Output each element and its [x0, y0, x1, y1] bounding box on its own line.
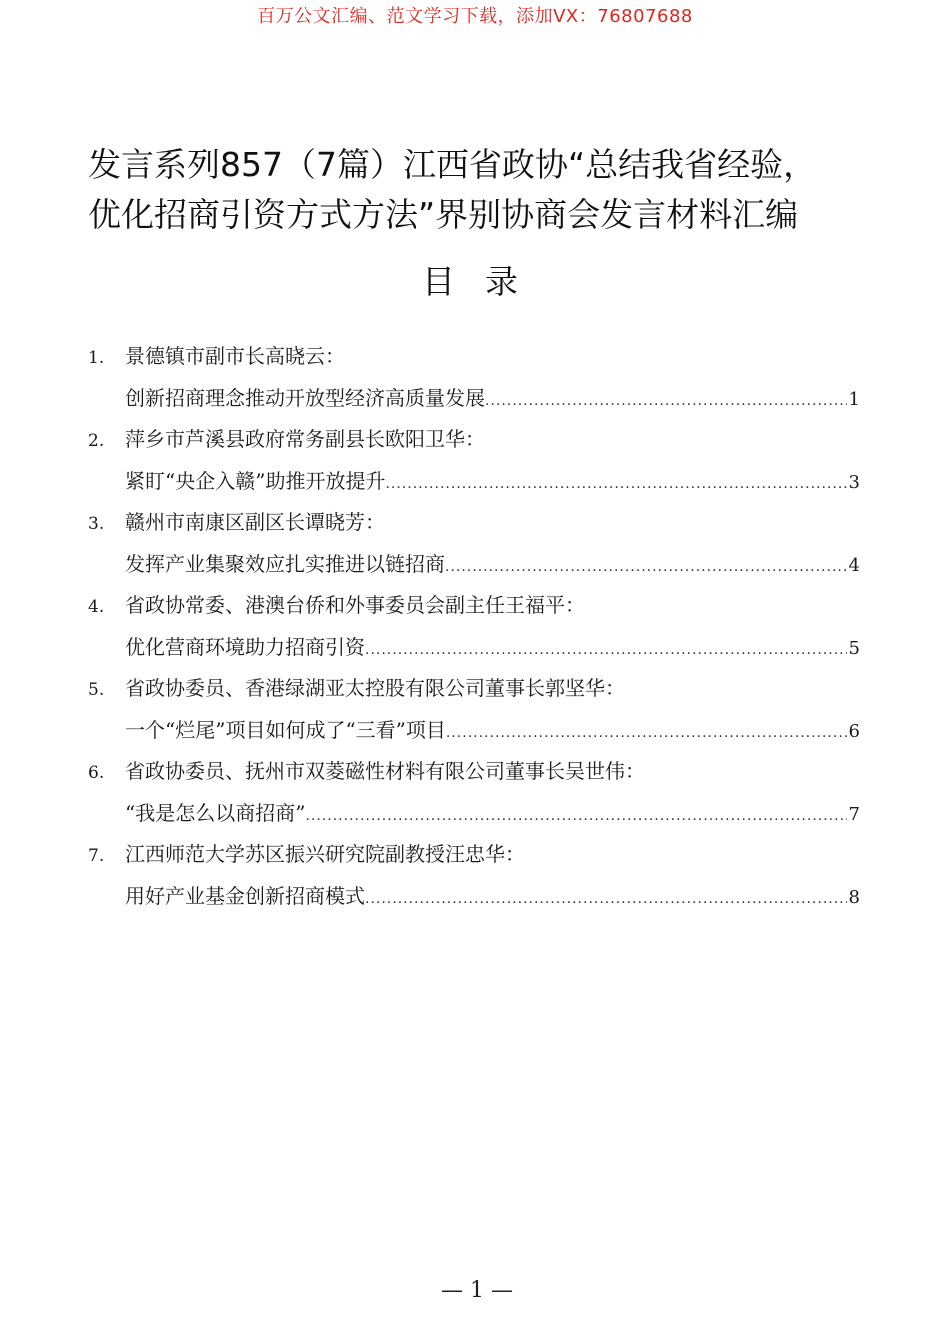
toc-number: 4. — [88, 597, 105, 617]
toc-entry-title: 用好产业基金创新招商模式 — [125, 884, 365, 908]
toc-author-line — [88, 751, 860, 792]
toc-page-number: 6 — [848, 721, 860, 742]
toc-page-number: 7 — [848, 804, 860, 825]
toc-entry-line — [88, 792, 860, 834]
toc-author-line — [88, 585, 860, 626]
toc-entry-title: “我是怎么以商招商” — [125, 801, 306, 825]
dot-leader — [365, 878, 847, 920]
toc-page-number: 1 — [848, 389, 860, 410]
toc-entry-title: 创新招商理念推动开放型经济高质量发展 — [125, 386, 485, 410]
toc-author: 赣州市南康区副区长谭晓芳： — [125, 510, 385, 534]
toc-author: 萍乡市芦溪县政府常务副县长欧阳卫华： — [125, 427, 485, 451]
toc-entry-title: 一个“烂尾”项目如何成了“三看”项目 — [125, 718, 446, 742]
toc-entry-line — [88, 377, 860, 419]
toc-author: 江西师范大学苏区振兴研究院副教授汪忠华： — [125, 842, 525, 866]
toc-number: 6. — [88, 763, 105, 783]
toc-entry-line — [88, 875, 860, 917]
toc-page-number: 5 — [848, 638, 860, 659]
toc-entry-title: 紧盯“央企入赣”助推开放提升 — [125, 469, 386, 493]
dot-leader — [385, 463, 846, 505]
toc-page-number: 8 — [848, 887, 860, 908]
dot-leader — [365, 629, 847, 671]
title-line-1: 发言系列857（7篇）江西省政协“总结我省经验， — [88, 145, 817, 184]
toc-number: 7. — [88, 846, 105, 866]
toc-number: 1. — [88, 348, 105, 368]
document-title — [88, 140, 888, 240]
dot-leader — [305, 795, 846, 837]
toc-author: 景德镇市副市长高晓云： — [125, 344, 345, 368]
toc-item[interactable] — [88, 751, 860, 834]
toc-author-line — [88, 336, 860, 377]
toc-item[interactable] — [88, 419, 860, 502]
toc-number: 5. — [88, 680, 105, 700]
toc-entry-line — [88, 626, 860, 668]
toc-author-line — [88, 419, 860, 460]
toc-entry-line — [88, 543, 860, 585]
dot-leader — [445, 546, 847, 588]
toc-item[interactable] — [88, 336, 860, 419]
toc-entry-line — [88, 709, 860, 751]
toc-item[interactable] — [88, 502, 860, 585]
page-number-footer: — 1 — — [441, 1278, 513, 1303]
toc-author-line — [88, 502, 860, 543]
toc-number: 2. — [88, 431, 105, 451]
toc-page-number: 4 — [848, 555, 860, 576]
toc-author-line — [88, 668, 860, 709]
toc-entry-title: 发挥产业集聚效应扎实推进以链招商 — [125, 552, 445, 576]
dot-leader — [485, 380, 847, 422]
toc-author-line — [88, 834, 860, 875]
toc-author: 省政协委员、香港绿湖亚太控股有限公司董事长郭坚华： — [125, 676, 625, 700]
toc-entry-title: 优化营商环境助力招商引资 — [125, 635, 365, 659]
toc-heading: 目录 — [422, 262, 548, 301]
toc-author: 省政协常委、港澳台侨和外事委员会副主任王福平： — [125, 593, 585, 617]
title-line-2: 优化招商引资方式方法”界别协商会发言材料汇编 — [88, 195, 799, 234]
watermark-text: 百万公文汇编、范文学习下载，添加VX：76807688 — [257, 6, 693, 27]
toc-item[interactable] — [88, 585, 860, 668]
toc-item[interactable] — [88, 834, 860, 917]
table-of-contents — [88, 336, 860, 917]
toc-page-number: 3 — [848, 472, 860, 493]
toc-number: 3. — [88, 514, 105, 534]
dot-leader — [446, 712, 847, 754]
toc-item[interactable] — [88, 668, 860, 751]
toc-author: 省政协委员、抚州市双菱磁性材料有限公司董事长吴世伟： — [125, 759, 645, 783]
toc-entry-line — [88, 460, 860, 502]
